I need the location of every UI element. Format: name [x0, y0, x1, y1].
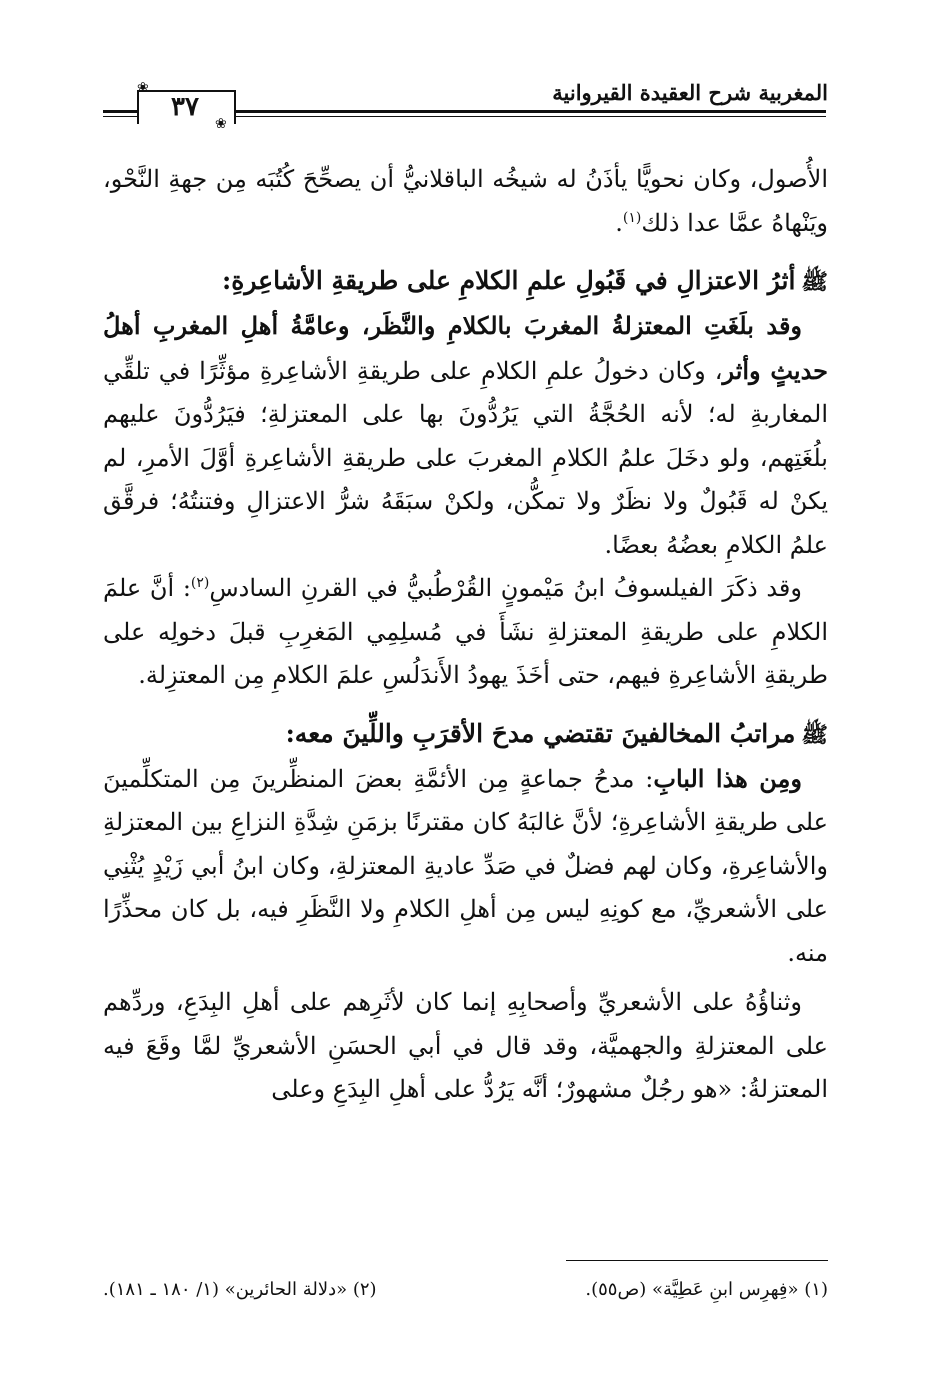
header-rule: [233, 110, 826, 113]
footnote: (١) «فِهرِس ابنِ عَطِيَّة» (ص٥٥).: [585, 1279, 828, 1300]
section-heading: ﷺمراتبُ المخالفينَ تقتضي مدحَ الأقرَبِ واللِّينَ معه:: [285, 718, 828, 748]
heading-ornament-icon: ﷺ: [801, 721, 828, 748]
running-header-title: المغربية شرح العقيدة القيروانية: [552, 80, 828, 105]
ornament-icon: ❀: [137, 80, 149, 96]
paragraph: الأُصول، وكان نحويًّا يأذَنُ له شيخُه الباقلانيُّ أن يصحِّحَ كُتُبَه مِن جهةِ النَّحْو، ويَنْهاهُ عمَّا عدا ذلك$^{(١)}$.: [103, 165, 828, 237]
main-text: [103, 158, 828, 1112]
ornament-icon: ❀: [215, 116, 227, 132]
paragraph: وثناؤُهُ على الأشعريِّ وأصحابِهِ إنما كان لأثَرِهم على أهلِ البِدَعِ، وردِّهم على المعتزلةِ والجهميَّة، وقد قال في أبي الحسَنِ الأشعريِّ لمَّا وقَعَ فيه المعتزلةُ: «هو رجُلٌ مشهورٌ؛ أنَّه يَرُدُّ على أهلِ البِدَعِ وعلى: [103, 988, 828, 1103]
paragraph: ومِن هذا البابِ: مدحُ جماعةٍ مِن الأئمَّةِ بعضَ المنظِّرينَ مِن المتكلِّمينَ على طريقةِ الأشاعِرةِ؛ لأنَّ غالبَهُ كان مقترنًا بزمَنِ شِدَّةِ النزاعِ بين المعتزلةِ والأشاعِرةِ، وكان لهم فضلٌ في صَدِّ عاديةِ المعتزلةِ، وكان ابنُ أبي زَيْدٍ يُثْنِي على الأشعريِّ، مع كونِهِ ليس مِن أهلِ الكلامِ ولا النَّظَرِ فيه، بل كان محذِّرًا منه.: [103, 763, 829, 967]
paragraph: وقد ذكَرَ الفيلسوفُ ابنُ مَيْمونٍ القُرْطُبيُّ في القرنِ السادسِ$^{(٢)}$: أنَّ علمَ الكلامِ على طريقةِ المعتزلةِ نشَأَ في مُسلِمِي المَغرِبِ قبلَ دخولِه على طريقةِ الأشاعِرةِ فيهم، حتى أخَذَ يهودُ الأَندَلُسِ علمَ الكلامِ مِن المعتزِلة.: [103, 574, 828, 689]
header-rule-left: [103, 110, 137, 113]
footnote: (٢) «دلالة الحائرين» (١/ ١٨٠ ـ ١٨١).: [103, 1279, 377, 1300]
footnote-ref: (٢): [190, 575, 210, 591]
header-rule-left-thin: [103, 116, 137, 117]
footnote-ref: (١): [622, 209, 642, 226]
heading-ornament-icon: ﷺ: [801, 269, 828, 295]
footnote-rule: [566, 1260, 828, 1261]
header-rule-thin: [233, 116, 826, 117]
page-number: ٣٧: [171, 92, 199, 122]
section-heading: ﷺأثرُ الاعتزالِ في قَبُولِ علمِ الكلامِ على طريقةِ الأشاعِرةِ:: [222, 266, 828, 295]
paragraph: وقد بلَغَتِ المعتزلةُ المغربَ بالكلامِ والنَّظَر، وعامَّةُ أهلِ المغربِ أهلُ حديثٍ وأثر، وكان دخولُ علمِ الكلامِ على طريقةِ الأشاعِرةِ مؤثِّرًا في تلقِّي المغاربةِ له؛ لأنه الحُجَّةُ التي يَرُدُّونَ بها على المعتزلةِ؛ فيَرُدُّونَ عليهم بلُغَتِهم، ولو دخَلَ علمُ الكلامِ المغربَ على طريقةِ الأشاعِرةِ أوَّلَ الأمرِ، لم يكنْ له قَبُولٌ ولا نظَرٌ ولا تمكُّن، ولكنْ سبَقَهُ شرُّ الاعتزالِ وفتنتُهُ؛ فرقَّق علمُ الكلامِ بعضُهُ بعضًا.: [103, 311, 828, 559]
